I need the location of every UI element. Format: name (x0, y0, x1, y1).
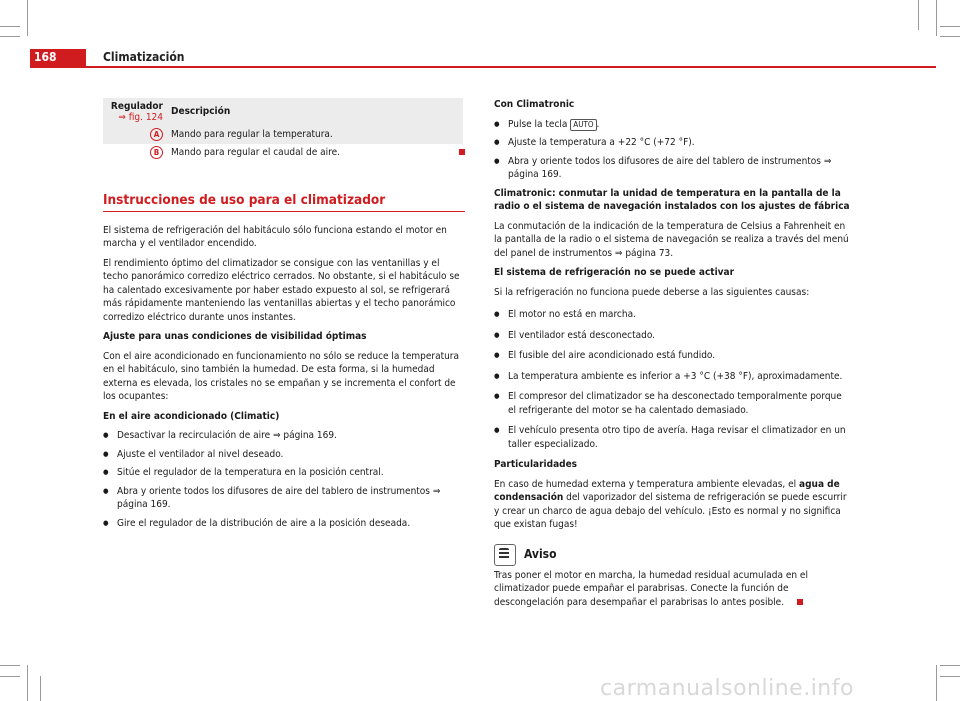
chapter-title: Climatización (103, 50, 185, 64)
col-descripcion: Descripción (167, 98, 463, 126)
list-item: ● Ajuste la temperatura a +22 °C (+72 °F). (494, 136, 850, 150)
end-mark-icon (797, 599, 803, 605)
aviso-text (494, 569, 850, 610)
list-item: ● Desactivar la recirculación de aire ⇒ página 169. (103, 429, 465, 443)
list-item-text: . (596, 118, 600, 130)
crop-mark (940, 26, 960, 27)
list-item (494, 118, 850, 132)
list-item-text: Pulse la tecla (508, 118, 568, 130)
table-key-cell (103, 126, 167, 144)
list-item: ● El fusible del aire acondicionado está fundido. (494, 349, 850, 363)
paragraph-text: En caso de humedad externa y temperatura ambiente elevadas, el (494, 478, 797, 490)
header-rule (30, 66, 936, 68)
list-item: ● Abra y oriente todos los difusores de aire del tablero de instrumentos ⇒ página 169. (103, 485, 465, 512)
paragraph: El rendimiento óptimo del climatizador se consigue con las ventanillas y el techo panorámico corredizo eléctrico cerrados. No obstante, si el habitáculo se ha calentado excesivamente por haber estado expuesto al sol, se refrigerará más rápidamente manteniendo las ventanillas abiertas y el techo panorámico corredizo eléctrico durante unos instantes. (103, 257, 460, 323)
subheading: En el aire acondicionado (Climatic) (103, 410, 280, 422)
left-column (103, 98, 465, 535)
auto-key-icon: AUTO (570, 119, 596, 131)
crop-mark (0, 26, 20, 27)
list-item: ● Gire el regulador de la distribución de aire a la posición deseada. (103, 517, 465, 531)
aviso-heading (494, 544, 850, 566)
subheading: Con Climatronic (494, 99, 575, 110)
list-item: ● La temperatura ambiente es inferior a +3 °C (+38 °F), aproximadamente. (494, 370, 850, 384)
paragraph (494, 478, 850, 532)
note-icon (494, 544, 516, 566)
callout-a-icon: A (150, 128, 163, 141)
crop-mark (0, 36, 20, 37)
paragraph: Con el aire acondicionado en funcionamiento no sólo se reduce la temperatura en el habitáculo, sino también la humedad. De esta forma, si la humedad externa es elevada, los cristales no se empañan y se incrementa el confort de los ocupantes: (103, 350, 460, 402)
crop-mark (0, 676, 20, 677)
table-desc-cell: Mando para regular la temperatura. (167, 126, 463, 144)
crop-mark (27, 0, 28, 36)
table-row (103, 144, 463, 162)
subheading: Climatronic: conmutar la unidad de temperatura en la pantalla de la radio o el sistema de navegación instalados con los ajustes de fábrica (494, 187, 850, 212)
table-desc-text: Mando para regular el caudal de aire. (171, 147, 340, 159)
aviso-text-body: Tras poner el motor en marcha, la humedad residual acumulada en el climatizador puede empañar el parabrisas. Conecte la función de descongelación para desempañar el parabrisas lo antes posible. (494, 569, 808, 608)
list-item: ● Sitúe el regulador de la temperatura en la posición central. (103, 466, 465, 480)
subheading: Ajuste para unas condiciones de visibilidad óptimas (103, 331, 367, 342)
crop-mark (27, 665, 28, 701)
paragraph-bold-text: agua de condensación (494, 478, 840, 503)
table-key-cell (103, 144, 167, 162)
list-item: ● El motor no está en marcha. (494, 308, 850, 322)
page-number: 168 (30, 49, 86, 66)
col-regulador (103, 98, 167, 126)
crop-mark (40, 676, 41, 701)
list-item: ● El compresor del climatizador se ha desconectado temporalmente porque el refrigerante del motor se ha calentado demasiado. (494, 390, 850, 417)
crop-mark (940, 36, 960, 37)
list-item: ● Ajuste el ventilador al nivel deseado. (103, 448, 465, 462)
subheading: Particularidades (494, 459, 578, 470)
crop-mark (940, 665, 960, 666)
section-title: Instrucciones de uso para el climatizador (103, 194, 465, 212)
table-row (103, 126, 463, 144)
aviso-title: Aviso (524, 546, 557, 561)
col-regulador-label: Regulador (110, 101, 163, 112)
crop-mark (940, 676, 960, 677)
col-regulador-ref[interactable]: ⇒ fig. 124 (118, 112, 163, 123)
paragraph: Si la refrigeración no funciona puede deberse a las siguientes causas: (494, 286, 810, 298)
right-column (494, 98, 850, 615)
paragraph-text: del vaporizador del sistema de refrigeración se puede escurrir y crear un charco de agua debajo del vehículo. ¡Esto es normal y no significa que existan fugas! (494, 492, 847, 530)
crop-mark (0, 665, 20, 666)
list-item: ● El vehículo presenta otro tipo de avería. Haga revisar el climatizador en un taller especializado. (494, 424, 850, 451)
table-header-row (103, 98, 463, 126)
subheading: El sistema de refrigeración no se puede activar (494, 267, 735, 278)
crop-mark (936, 665, 937, 701)
paragraph: La conmutación de la indicación de la temperatura de Celsius a Fahrenheit en la pantalla de la radio o el sistema de navegación se realiza a través del menú del panel de instrumentos ⇒ página 73. (494, 220, 849, 259)
list-item: ● El ventilador está desconectado. (494, 329, 850, 343)
crop-mark (936, 0, 937, 36)
table-desc-cell (167, 144, 463, 162)
list-item: ● Abra y oriente todos los difusores de aire del tablero de instrumentos ⇒ página 169. (494, 155, 850, 182)
crop-mark (918, 0, 919, 30)
paragraph: El sistema de refrigeración del habitáculo sólo funciona estando el motor en marcha y el ventilador encendido. (103, 224, 447, 249)
regulator-table (103, 98, 463, 162)
callout-b-icon: B (150, 146, 163, 159)
end-mark-icon (459, 149, 465, 155)
watermark: carmanualsonline.info (600, 676, 854, 701)
